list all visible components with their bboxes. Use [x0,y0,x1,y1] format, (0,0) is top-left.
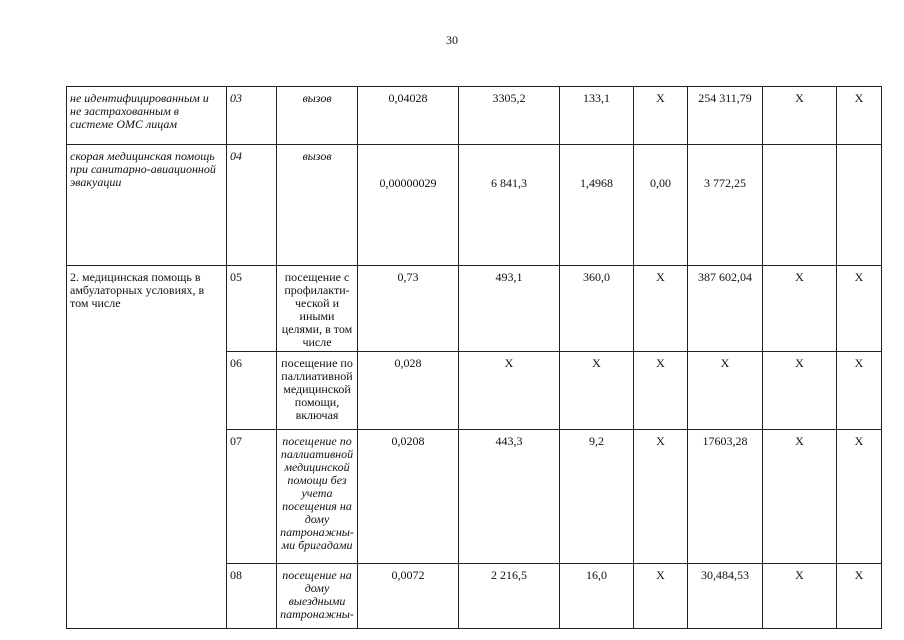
row-value-cell: X [634,87,688,145]
row-value-cell [763,145,837,266]
row-value-cell: 493,1 [459,266,560,352]
row-value-cell: 0,0208 [358,430,459,564]
row-value-cell: 360,0 [560,266,634,352]
row-value-cell: 2 216,5 [459,564,560,629]
row-value-cell: 387 602,04 [688,266,763,352]
row-unit-cell: вызов [277,87,358,145]
row-value-cell: 9,2 [560,430,634,564]
table-row [67,87,882,145]
table-row [67,145,882,266]
page-number: 30 [446,33,458,47]
row-value-cell: 6 841,3 [459,145,560,266]
row-value-cell: X [688,352,763,430]
row-value-cell: 1,4968 [560,145,634,266]
row-value-cell: 0,00000029 [358,145,459,266]
row-unit-cell: посещение с профилакти-ческой и иными целями, в том числе [277,266,358,352]
row-value-cell: X [763,430,837,564]
row-value-cell: X [763,564,837,629]
row-value-cell: X [763,87,837,145]
row-value-cell: 3 772,25 [688,145,763,266]
row-unit-cell: посещение на дому выездными патронажны- [277,564,358,629]
row-unit-cell: вызов [277,145,358,266]
row-value-cell: X [763,266,837,352]
row-name-cell: 2. медицинская помощь в амбулаторных условиях, в том числе [67,266,227,629]
row-value-cell: X [634,564,688,629]
row-unit-cell: посещение по паллиативной медицинской помощи без учета посещения на дому патронажны-ми бригадами [277,430,358,564]
row-value-cell: X [560,352,634,430]
row-value-cell: 133,1 [560,87,634,145]
row-name-cell: скорая медицинская помощь при санитарно-авиационной эвакуации [67,145,227,266]
row-value-cell: X [634,352,688,430]
row-unit-cell: посещение по паллиативной медицинской помощи, включая [277,352,358,430]
row-value-cell: 0,73 [358,266,459,352]
row-value-cell: X [837,266,882,352]
data-table [66,86,882,629]
row-value-cell: X [837,564,882,629]
row-value-cell: 254 311,79 [688,87,763,145]
row-code-cell: 08 [227,564,277,629]
row-value-cell: 0,0072 [358,564,459,629]
row-code-cell: 04 [227,145,277,266]
row-value-cell: X [837,352,882,430]
row-value-cell: X [634,430,688,564]
row-value-cell [837,145,882,266]
row-value-cell: X [459,352,560,430]
row-value-cell: 16,0 [560,564,634,629]
table-row [67,266,882,352]
row-value-cell: 443,3 [459,430,560,564]
row-value-cell: 3305,2 [459,87,560,145]
row-value-cell: X [634,266,688,352]
row-code-cell: 06 [227,352,277,430]
row-value-cell: 0,04028 [358,87,459,145]
row-value-cell: 30,484,53 [688,564,763,629]
row-value-cell: X [763,352,837,430]
row-value-cell: X [837,87,882,145]
row-value-cell: 0,00 [634,145,688,266]
row-code-cell: 03 [227,87,277,145]
row-value-cell: 0,028 [358,352,459,430]
row-code-cell: 05 [227,266,277,352]
row-name-cell: не идентифицированным и не застрахованным в системе ОМС лицам [67,87,227,145]
row-value-cell: 17603,28 [688,430,763,564]
row-value-cell: X [837,430,882,564]
row-code-cell: 07 [227,430,277,564]
